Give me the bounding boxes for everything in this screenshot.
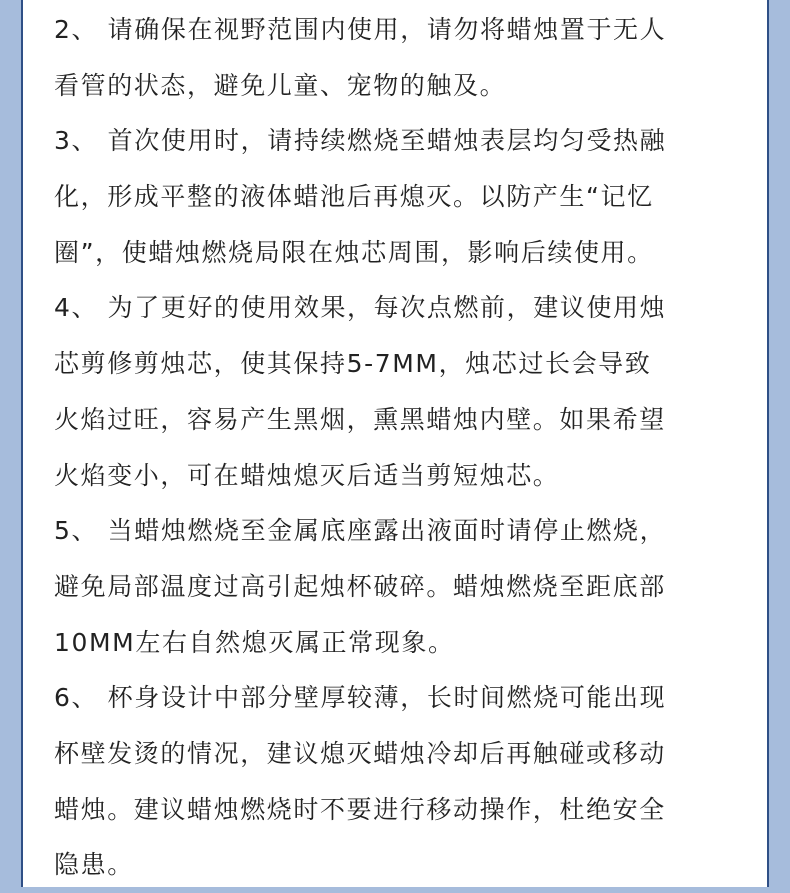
text-line: 10MM左右自然熄灭属正常现象。 bbox=[54, 627, 455, 657]
text-line: 5、 当蜡烛燃烧至金属底座露出液面时请停止燃烧， bbox=[54, 516, 667, 546]
text-line: 火焰变小，可在蜡烛熄灭后适当剪短烛芯。 bbox=[54, 460, 560, 490]
content-panel bbox=[23, 0, 767, 887]
text-line: 化，形成平整的液体蜡池后再熄灭。以防产生“记忆 bbox=[54, 182, 654, 212]
text-line: 隐患。 bbox=[54, 850, 134, 880]
text-line: 2、 请确保在视野范围内使用，请勿将蜡烛置于无人 bbox=[54, 15, 667, 44]
instructions-text bbox=[54, 2, 734, 893]
text-line: 看管的状态，避免儿童、宠物的触及。 bbox=[54, 70, 507, 100]
text-line: 3、 首次使用时，请持续燃烧至蜡烛表层均匀受热融 bbox=[54, 126, 667, 156]
text-line: 芯剪修剪烛芯，使其保持5-7MM，烛芯过长会导致 bbox=[54, 349, 652, 379]
text-line: 火焰过旺，容易产生黑烟，熏黑蜡烛内壁。如果希望 bbox=[54, 404, 666, 434]
text-line: 避免局部温度过高引起烛杯破碎。蜡烛燃烧至距底部 bbox=[54, 571, 666, 601]
text-line: 蜡烛。建议蜡烛燃烧时不要进行移动操作，杜绝安全 bbox=[54, 794, 666, 824]
frame-border-right bbox=[767, 0, 769, 887]
text-line: 圈”，使蜡烛燃烧局限在烛芯周围，影响后续使用。 bbox=[54, 237, 654, 267]
text-line: 4、 为了更好的使用效果，每次点燃前，建议使用烛 bbox=[54, 293, 667, 323]
text-line: 6、 杯身设计中部分壁厚较薄，长时间燃烧可能出现 bbox=[54, 683, 667, 713]
text-line: 杯壁发烫的情况，建议熄灭蜡烛冷却后再触碰或移动 bbox=[54, 738, 666, 768]
